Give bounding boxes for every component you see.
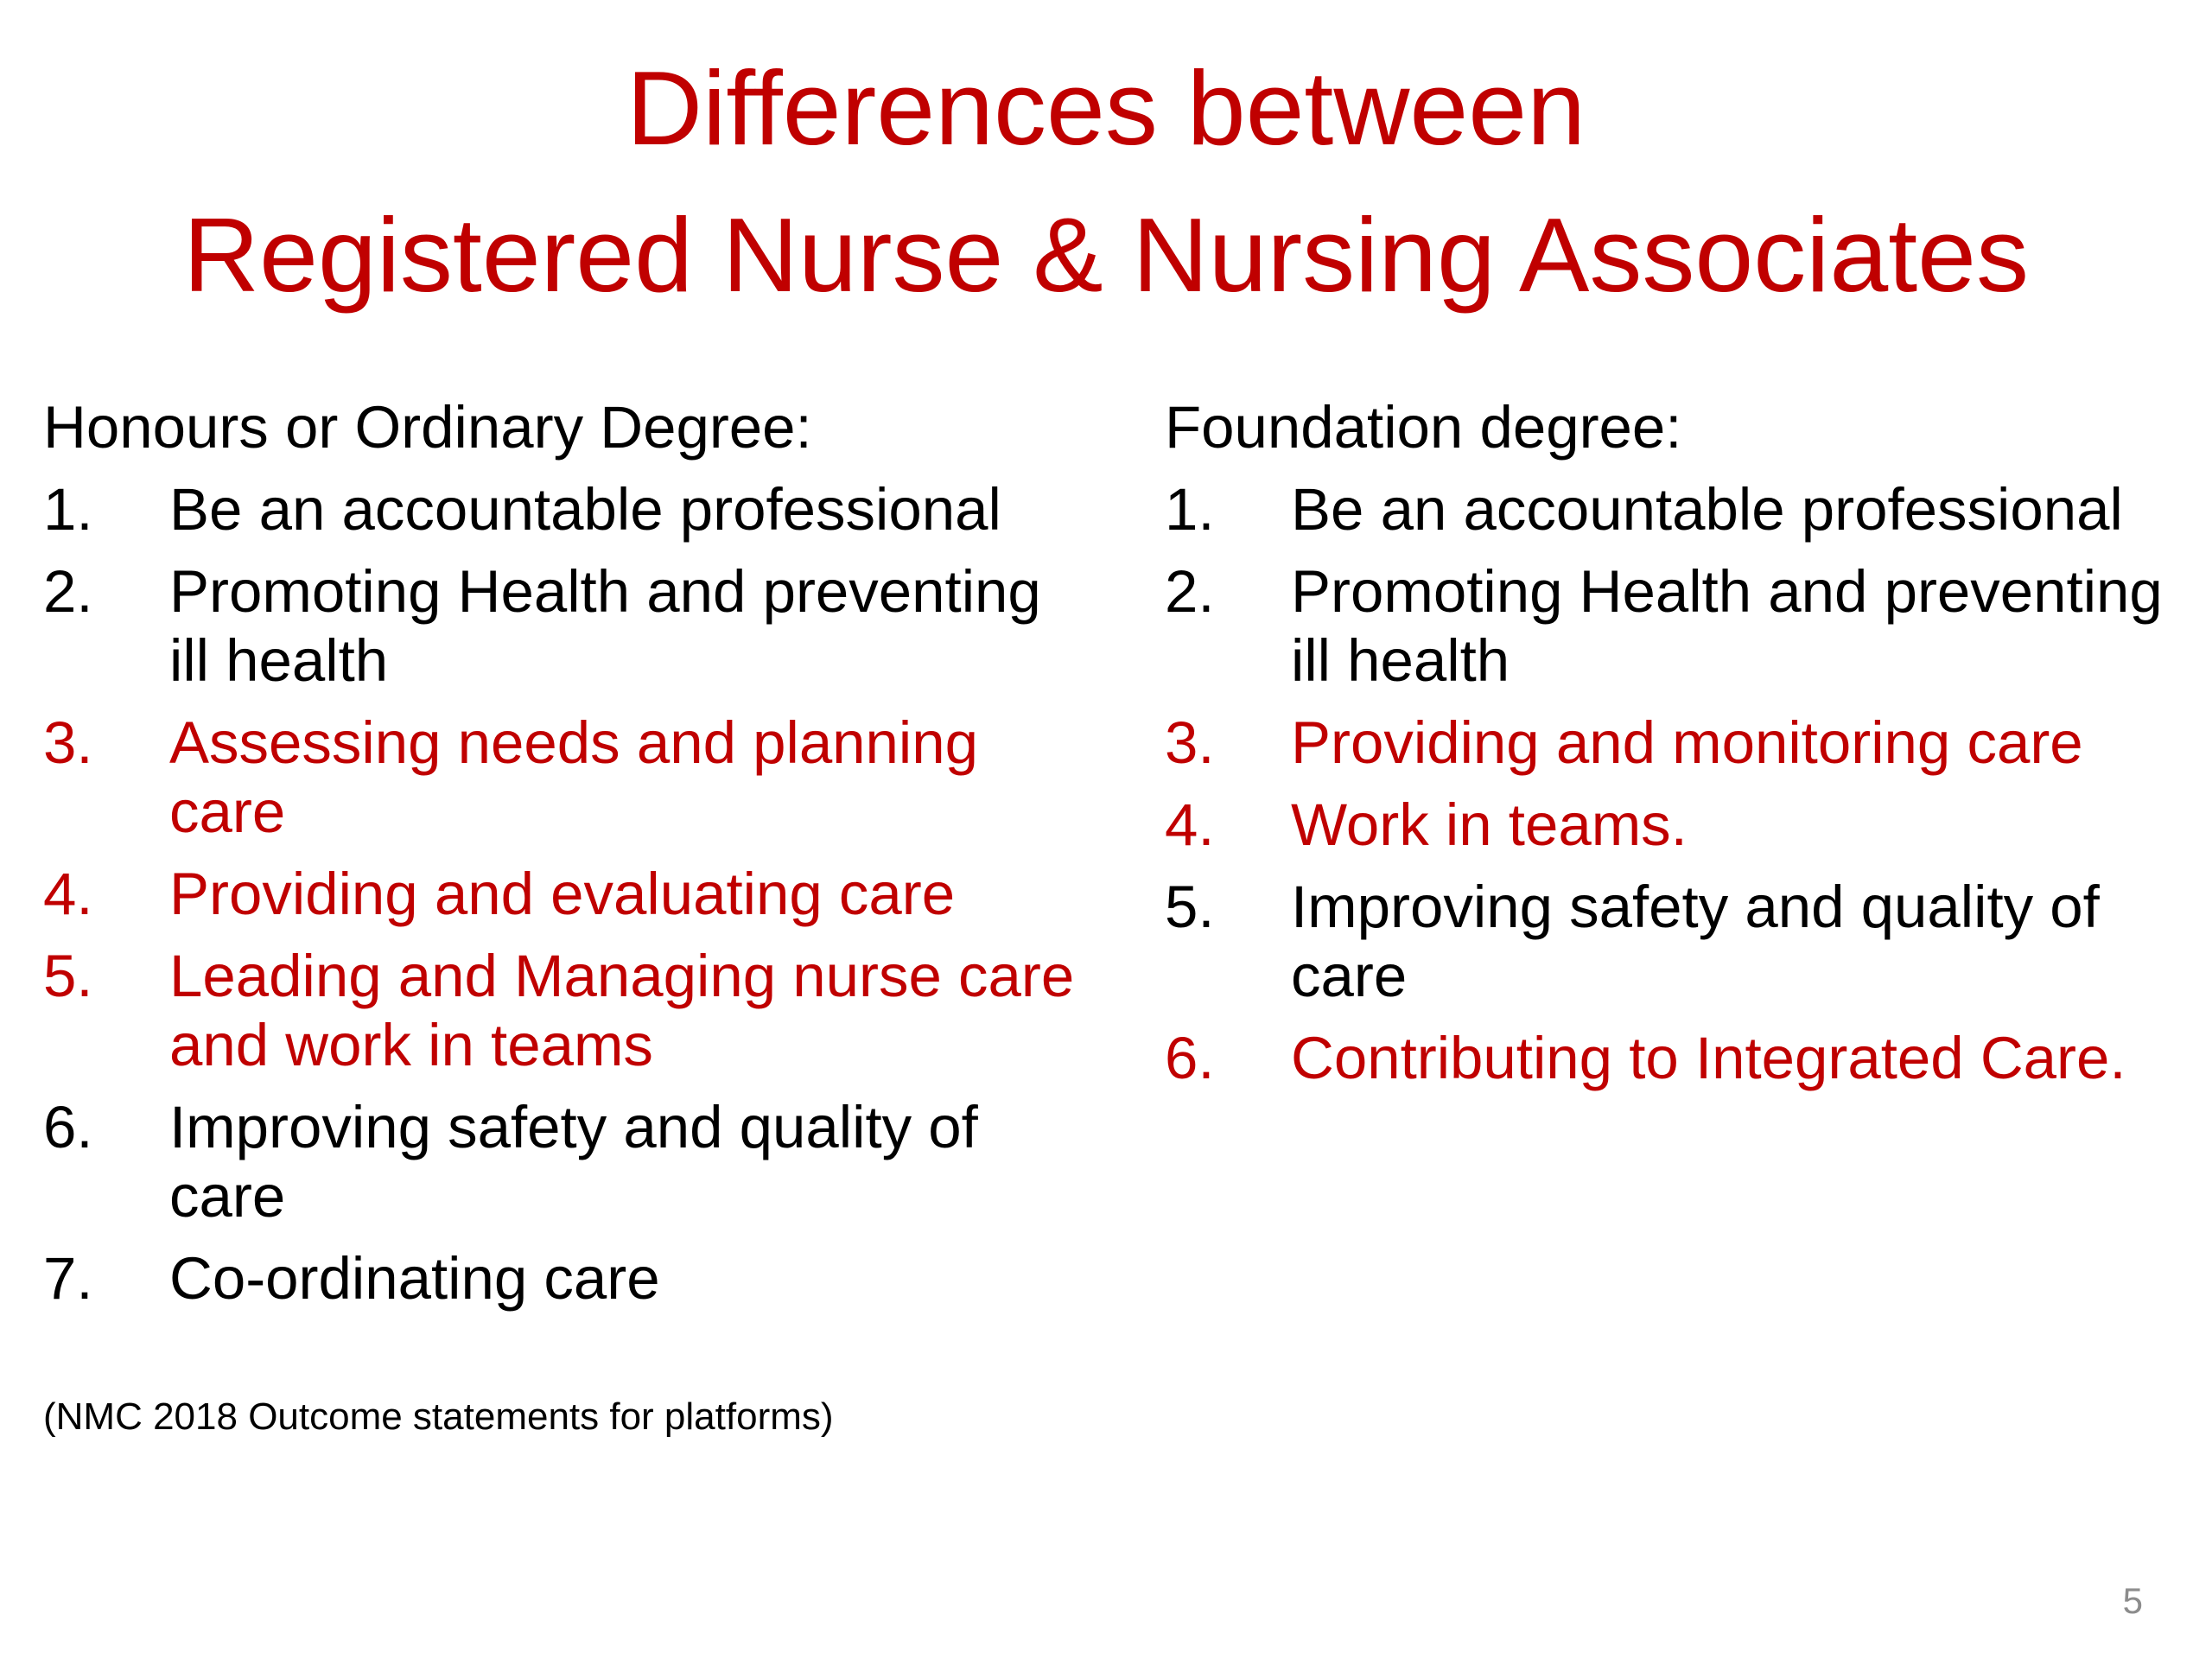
outcome-text: Improving safety and quality of care xyxy=(1291,874,2100,1009)
outcome-text: Promoting Health and preventing ill health xyxy=(1291,558,2163,694)
slide-title-line-1: Differences between xyxy=(626,49,1586,167)
outcome-number: 2. xyxy=(1165,558,1215,625)
outcome-text: Be an accountable professional xyxy=(1291,476,2123,543)
citation-note: (NMC 2018 Outcome statements for platforms) xyxy=(43,1395,834,1438)
column-heading: Honours or Ordinary Degree: xyxy=(43,394,812,461)
outcome-item xyxy=(1165,1024,2184,1093)
outcome-text: Contributing to Integrated Care. xyxy=(1291,1025,2126,1091)
outcome-item xyxy=(43,1093,1089,1231)
outcome-text: Assessing needs and planning care xyxy=(169,709,979,845)
outcome-number: 6. xyxy=(1165,1025,1215,1091)
outcome-text: Co-ordinating care xyxy=(169,1245,660,1312)
outcome-item xyxy=(1165,873,2184,1011)
outcome-number: 3. xyxy=(1165,709,1215,776)
outcome-text: Work in teams. xyxy=(1291,791,1688,858)
outcome-text: Providing and evaluating care xyxy=(169,861,956,927)
outcome-item xyxy=(43,709,1089,847)
slide-title xyxy=(0,35,2212,328)
outcome-number: 7. xyxy=(43,1245,93,1312)
outcome-number: 1. xyxy=(1165,476,1215,543)
registered-nurse-column xyxy=(43,393,1089,1326)
outcome-item xyxy=(43,1244,1089,1313)
outcome-number: 3. xyxy=(43,709,93,776)
outcome-item xyxy=(43,942,1089,1080)
outcome-number: 2. xyxy=(43,558,93,625)
outcome-item xyxy=(43,475,1089,544)
outcome-item xyxy=(1165,709,2184,778)
outcome-number: 1. xyxy=(43,476,93,543)
outcome-number: 5. xyxy=(1165,874,1215,940)
outcome-text: Promoting Health and preventing ill health xyxy=(169,558,1041,694)
slide-title-line-2: Registered Nurse & Nursing Associates xyxy=(183,196,2029,314)
outcome-item xyxy=(1165,557,2184,696)
outcome-number: 4. xyxy=(43,861,93,927)
outcome-number: 6. xyxy=(43,1094,93,1160)
outcome-text: Be an accountable professional xyxy=(169,476,1001,543)
column-heading: Foundation degree: xyxy=(1165,394,1682,461)
outcome-text: Improving safety and quality of care xyxy=(169,1094,978,1230)
outcome-number: 4. xyxy=(1165,791,1215,858)
nursing-associate-column xyxy=(1165,393,2184,1106)
outcome-list xyxy=(43,475,1089,1313)
outcome-list xyxy=(1165,475,2184,1093)
slide-number: 5 xyxy=(2122,1580,2143,1621)
outcome-text: Leading and Managing nurse care and work in teams xyxy=(169,943,1075,1078)
outcome-item xyxy=(43,860,1089,929)
outcome-number: 5. xyxy=(43,943,93,1009)
outcome-text: Providing and monitoring care xyxy=(1291,709,2083,776)
outcome-item xyxy=(1165,475,2184,544)
outcome-item xyxy=(1165,791,2184,860)
outcome-item xyxy=(43,557,1089,696)
